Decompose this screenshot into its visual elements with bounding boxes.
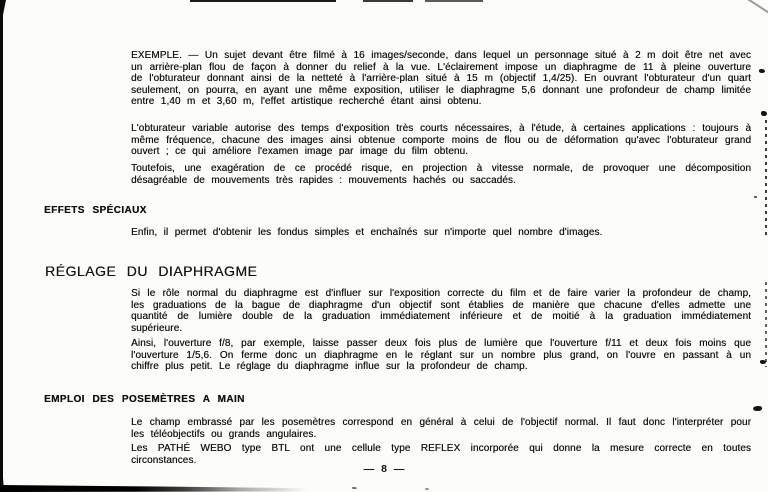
scan-artifact-speck	[761, 111, 767, 116]
paragraph-fondus: Enfin, il permet d'obtenir les fondus simples et enchaînés sur n'importe quel nombre d'images.	[131, 227, 603, 238]
section-heading-effets-speciaux: EFFETS SPÉCIAUX	[44, 205, 147, 216]
scan-artifact-speck	[352, 487, 357, 489]
section-heading-posemetres: EMPLOI DES POSEMÈTRES A MAIN	[44, 394, 245, 405]
paragraph-role-diaphragme: Si le rôle normal du diaphragme est d'influer sur l'exposition correcte du film et de faire varier la profondeur de champ, les graduations de la bague de diaphragme d'un objectif sont établies de manière que chacune d'elles admette une quantité de lumière double de la graduation immédiatement inférieure et de moitié à la graduation immédiatement supérieure.	[131, 288, 751, 334]
scan-artifact-bottom-edge	[0, 484, 320, 492]
scan-artifact-speck	[425, 488, 429, 490]
paragraph-exemple: EXEMPLE. — Un sujet devant être filmé à 16 images/seconde, dans lequel un personnage situé à 2 m doit être net avec un arrière-plan flou de façon à donner du relief à la vue. L'éclairement impose un diaphragme de 11 à pleine ouverture de l'obturateur donnant ainsi de la netteté à l'arrière-plan situé à 15 m (objectif 1,4/25). En ouvrant l'obturateur d'un quart seulement, on pourra, en ayant une même exposition, utiliser le diaphragme 5,6 donnant une profondeur de champ limitée entre 1,40 m et 3,60 m, l'effet artistique recherché étant ainsi obtenu.	[131, 50, 751, 108]
paragraph-toutefois: Toutefois, une exagération de ce procédé risque, en projection à vitesse normale, de provoquer une décomposition désagréable de mouvements très rapides : mouvements hachés ou saccadés.	[131, 163, 751, 186]
paragraph-champ-posemetres: Le champ embrassé par les posemètres correspond en général à celui de l'objectif normal. Il faut donc l'interpréter pour les téléobjectifs ou grands angulaires.	[131, 417, 751, 440]
section-heading-reglage-diaphragme: RÉGLAGE DU DIAPHRAGME	[45, 262, 258, 279]
page-number: — 8 —	[363, 463, 405, 475]
scan-artifact-speck	[759, 69, 765, 73]
paragraph-pathe-webo: Les PATHÉ WEBO type BTL ont une cellule type REFLEX incorporée qui donne la mesure correcte en toutes circonstances.	[131, 443, 751, 466]
scan-artifact-left-edge	[0, 0, 7, 492]
paragraph-obturateur-variable: L'obturateur variable autorise des temps d'exposition très courts nécessaires, à l'étude, à certaines applications : toujours à même fréquence, chacune des images ainsi obtenue comporte moins de flou ou de déformation qu'avec l'obturateur grand ouvert ; ce qui améliore l'examen image par image du film obtenu.	[131, 123, 751, 158]
scan-artifact-top-edge	[363, 0, 413, 2]
scan-artifact-spine-dashes	[765, 120, 767, 238]
scan-artifact-speck	[760, 360, 766, 364]
paragraph-ouverture-f8: Ainsi, l'ouverture f/8, par exemple, laisse passer deux fois plus de lumière que l'ouverture f/11 et deux fois moins que l'ouverture 1/5,6. On ferme donc un diaphragme en le réglant sur un nombre plus grand, on l'ouvre en passant à un chiffre plus petit. Le réglage du diaphragme influe sur la profondeur de champ.	[131, 338, 751, 373]
scan-artifact-top-edge	[190, 0, 336, 2]
scan-artifact-spine-dashes	[765, 282, 767, 367]
scan-artifact-speck	[753, 406, 762, 411]
scan-artifact-speck	[754, 196, 757, 198]
scan-artifact-top-right-corner	[747, 0, 768, 13]
scan-artifact-top-edge	[425, 0, 483, 2]
